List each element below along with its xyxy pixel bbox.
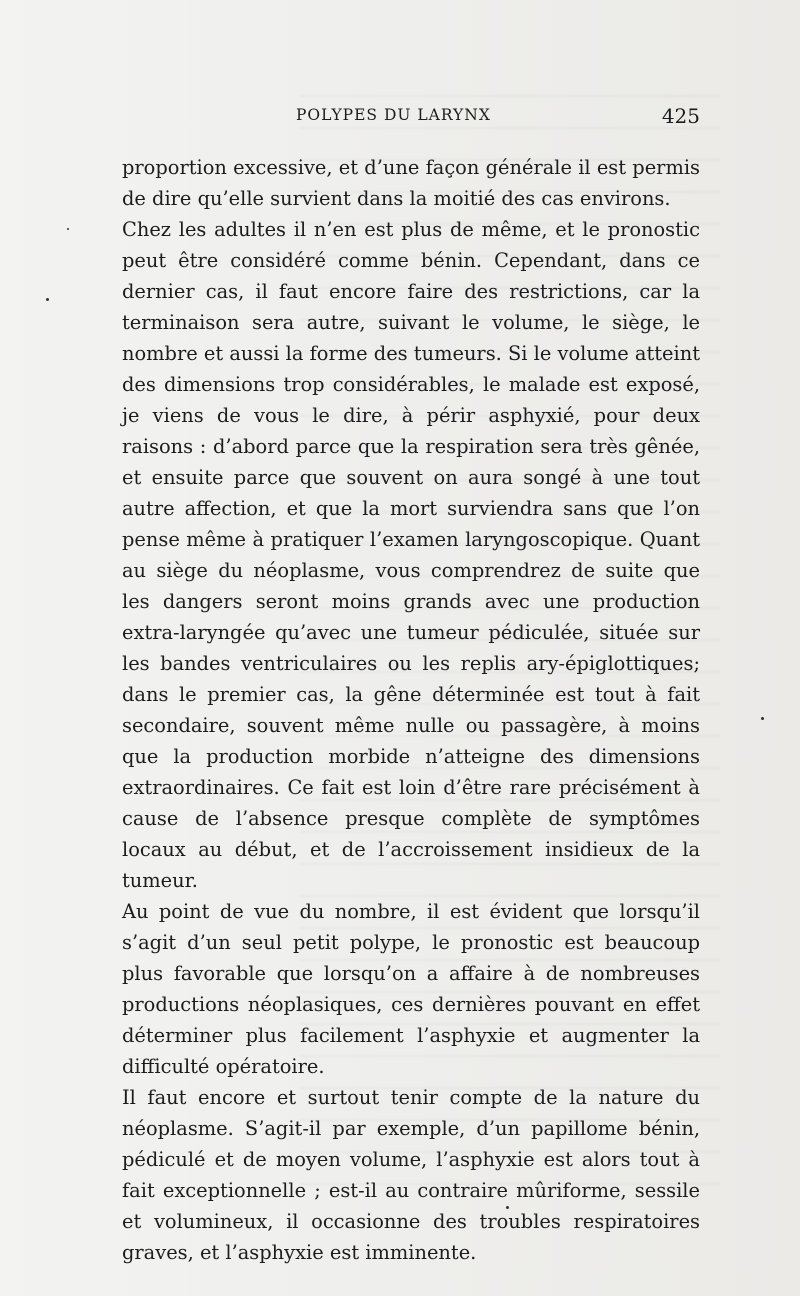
paragraph: proportion excessive, et d’une façon générale il est permis de dire qu’elle survient dans la moitié des cas environs. <box>122 156 700 210</box>
ink-speck <box>67 228 69 230</box>
page-header <box>122 106 700 134</box>
paragraph: Il faut encore et surtout tenir compte de la nature du néoplasme. S’agit-il par exemple, d’un papillome bénin, pédiculé et de moyen volume, l’asphyxie est alors tout à fait exceptionnelle ; est-il au contraire mûriforme, sessile et volumineux, il occasionne des troubles respiratoires graves, et l’asphyxie est imminente. <box>122 1086 700 1264</box>
body-text <box>122 152 700 1268</box>
running-head: POLYPES DU LARYNX <box>296 106 491 124</box>
page-number: 425 <box>661 104 700 128</box>
ink-speck <box>761 717 764 720</box>
ink-speck <box>506 1206 509 1209</box>
paragraph: Au point de vue du nombre, il est évident que lorsqu’il s’agit d’un seul petit polype, le pronostic est beaucoup plus favorable que lorsqu’on a affaire à de nombreuses productions néoplasiques, ces dernières pouvant en effet déterminer plus facilement l’asphyxie et augmenter la difficulté opératoire. <box>122 900 700 1078</box>
ink-speck <box>46 298 49 301</box>
paragraph: Chez les adultes il n’en est plus de même, et le pronostic peut être considéré comme bénin. Cependant, dans ce dernier cas, il faut encore faire des restrictions, car la terminaison sera autre, suivant le volume, le siège, le nombre et aussi la forme des tumeurs. Si le volume atteint des dimensions trop considérables, le malade est exposé, je viens de vous le dire, à périr asphyxié, pour deux raisons : d’abord parce que la respiration sera très gênée, et ensuite parce que souvent on aura songé à une tout autre affection, et que la mort surviendra sans que l’on pense même à pratiquer l’examen laryngoscopique. Quant au siège du néoplasme, vous comprendrez de suite que les dangers seront moins grands avec une production extra-laryngée qu’avec une tumeur pédiculée, située sur les bandes ventriculaires ou les replis ary-épiglottiques; dans le premier cas, la gêne déterminée est tout à fait secondaire, souvent même nulle ou passagère, à moins que la production morbide n’atteigne des dimensions extraordinaires. Ce fait est loin d’être rare précisément à cause de l’absence presque complète de symptômes locaux au début, et de l’accroissement insidieux de la tumeur. <box>122 218 700 892</box>
